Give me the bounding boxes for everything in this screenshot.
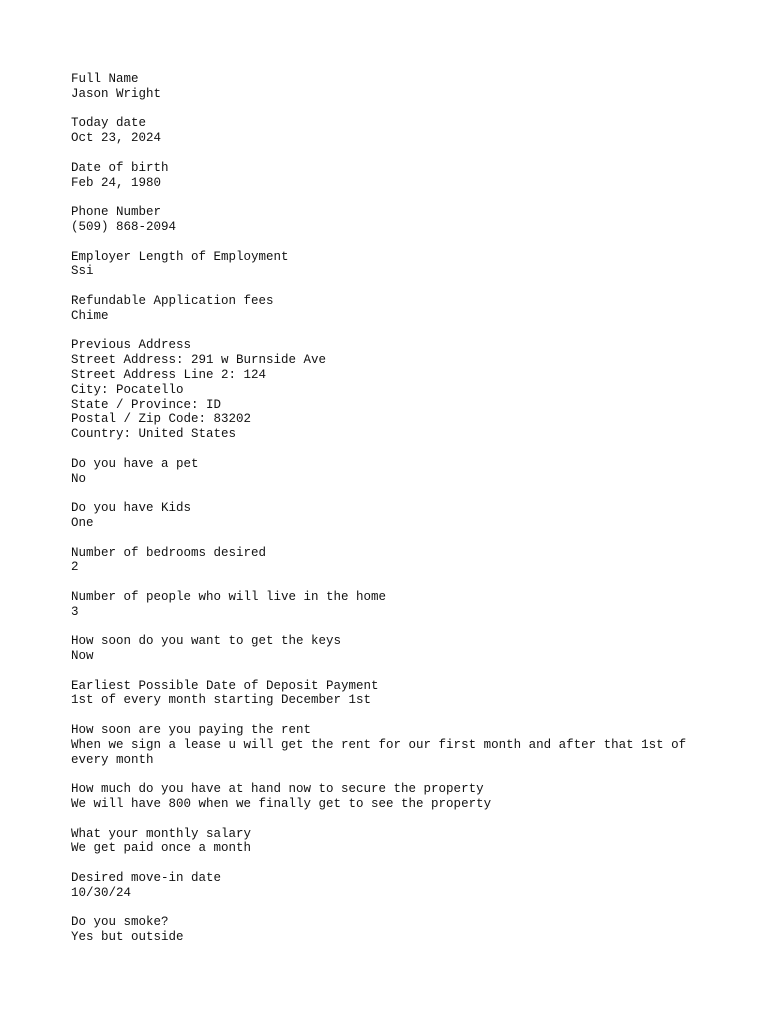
form-field: [71, 116, 711, 146]
form-field: [71, 782, 711, 812]
field-value: One: [71, 515, 94, 530]
field-label: How soon do you want to get the keys: [71, 634, 342, 649]
field-label: Do you have Kids: [71, 501, 192, 516]
field-label: Refundable Application fees: [71, 293, 274, 308]
form-field: [71, 546, 711, 576]
form-field: [71, 338, 711, 442]
field-value: every month: [71, 752, 154, 767]
field-value: Oct 23, 2024: [71, 131, 162, 146]
field-label: Date of birth: [71, 160, 169, 175]
field-value: Country: United States: [71, 427, 237, 442]
field-value: When we sign a lease u will get the rent for our first month and after that 1st of: [71, 737, 687, 752]
field-value: Feb 24, 1980: [71, 175, 162, 190]
field-value: State / Province: ID: [71, 397, 222, 412]
field-label: Number of bedrooms desired: [71, 545, 267, 560]
form-field: [71, 294, 711, 324]
field-label: What your monthly salary: [71, 826, 252, 841]
field-label: Phone Number: [71, 205, 162, 220]
field-label: Today date: [71, 116, 147, 131]
field-value: Postal / Zip Code: 83202: [71, 412, 252, 427]
form-field: [71, 915, 711, 945]
field-value: Chime: [71, 308, 109, 323]
form-field: [71, 205, 711, 235]
field-value: 3: [71, 604, 79, 619]
field-value: We get paid once a month: [71, 841, 252, 856]
field-value: Street Address: 291 w Burnside Ave: [71, 353, 327, 368]
field-value: No: [71, 471, 87, 486]
field-value: Yes but outside: [71, 930, 184, 945]
field-label: How much do you have at hand now to secure the property: [71, 782, 484, 797]
field-label: Previous Address: [71, 338, 192, 353]
form-field: [71, 161, 711, 191]
field-value: Ssi: [71, 264, 94, 279]
field-label: Do you have a pet: [71, 456, 199, 471]
form-field: [71, 72, 711, 102]
form-field: [71, 871, 711, 901]
field-value: We will have 800 when we finally get to see the property: [71, 797, 492, 812]
form-field: [71, 827, 711, 857]
field-label: Desired move-in date: [71, 871, 222, 886]
field-value: City: Pocatello: [71, 382, 184, 397]
field-value: Street Address Line 2: 124: [71, 367, 267, 382]
form-field: [71, 679, 711, 709]
field-label: Earliest Possible Date of Deposit Payment: [71, 678, 379, 693]
form-field: [71, 723, 711, 767]
field-label: Do you smoke?: [71, 915, 169, 930]
field-value: 10/30/24: [71, 885, 132, 900]
form-field: [71, 590, 711, 620]
form-field: [71, 250, 711, 280]
field-value: Now: [71, 649, 94, 664]
form-field: [71, 501, 711, 531]
field-value: Jason Wright: [71, 86, 162, 101]
field-value: 2: [71, 560, 79, 575]
field-value: (509) 868-2094: [71, 219, 177, 234]
form-field: [71, 457, 711, 487]
field-label: Employer Length of Employment: [71, 249, 289, 264]
field-label: Full Name: [71, 72, 139, 86]
field-label: How soon are you paying the rent: [71, 723, 312, 738]
field-label: Number of people who will live in the home: [71, 589, 387, 604]
form-field: [71, 634, 711, 664]
field-value: 1st of every month starting December 1st: [71, 693, 372, 708]
application-document: [71, 72, 711, 960]
